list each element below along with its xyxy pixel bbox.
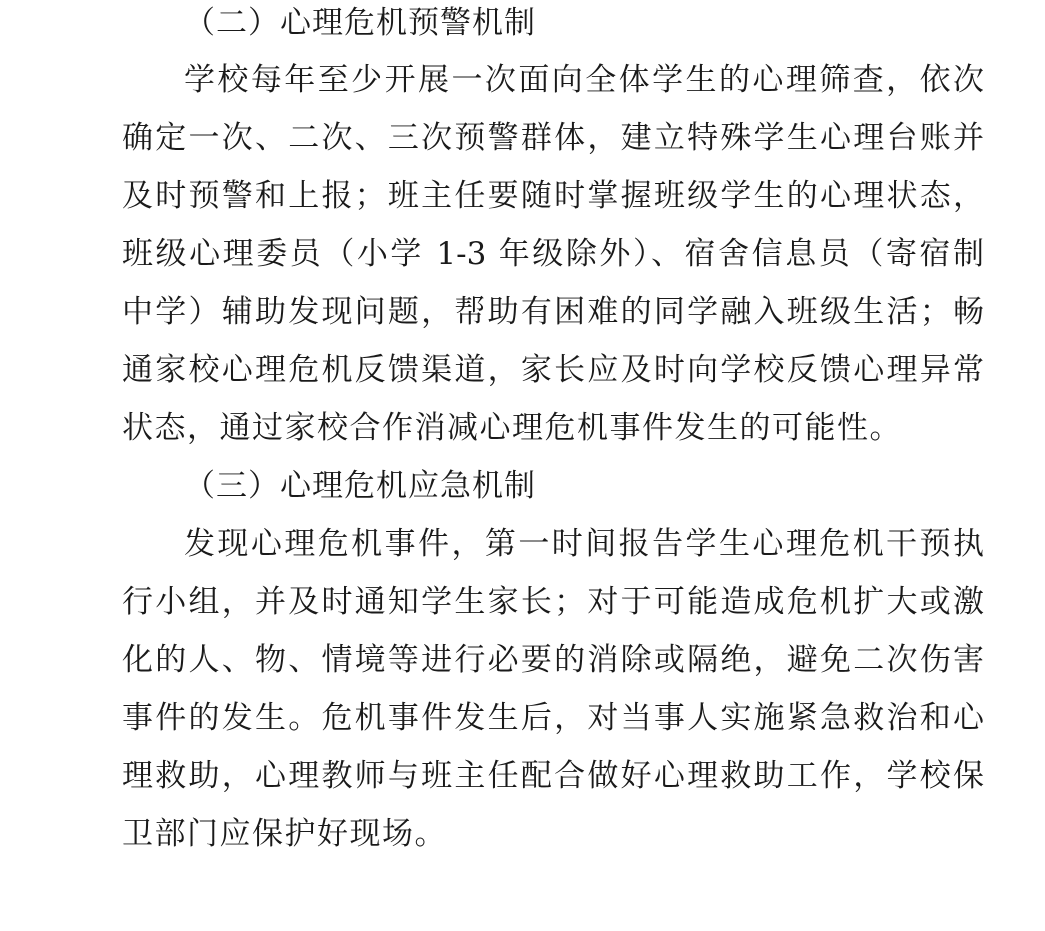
- paragraph-line: 学校每年至少开展一次面向全体学生的心理筛查，依次: [184, 62, 984, 98]
- section-heading-emergency: （三）心理危机应急机制: [184, 468, 536, 504]
- paragraph-line: 理救助，心理教师与班主任配合做好心理救助工作，学校保: [122, 758, 984, 794]
- paragraph-line: 化的人、物、情境等进行必要的消除或隔绝，避免二次伤害: [122, 642, 984, 678]
- paragraph-line: 卫部门应保护好现场。: [122, 816, 447, 852]
- paragraph-line: 状态，通过家校合作消减心理危机事件发生的可能性。: [122, 410, 902, 446]
- paragraph-line: 确定一次、二次、三次预警群体，建立特殊学生心理台账并: [122, 120, 984, 156]
- paragraph-line: 及时预警和上报；班主任要随时掌握班级学生的心理状态，: [122, 178, 984, 214]
- paragraph-line: 事件的发生。危机事件发生后，对当事人实施紧急救治和心: [122, 700, 984, 736]
- paragraph-line: 班级心理委员（小学 1-3 年级除外）、宿舍信息员（寄宿制: [122, 236, 984, 272]
- section-heading-warning: （二）心理危机预警机制: [184, 5, 536, 41]
- paragraph-line: 通家校心理危机反馈渠道，家长应及时向学校反馈心理异常: [122, 352, 984, 388]
- paragraph-line: 中学）辅助发现问题，帮助有困难的同学融入班级生活；畅: [122, 294, 984, 330]
- paragraph-line: 行小组，并及时通知学生家长；对于可能造成危机扩大或激: [122, 584, 984, 620]
- paragraph-line: 发现心理危机事件，第一时间报告学生心理危机干预执: [184, 526, 984, 562]
